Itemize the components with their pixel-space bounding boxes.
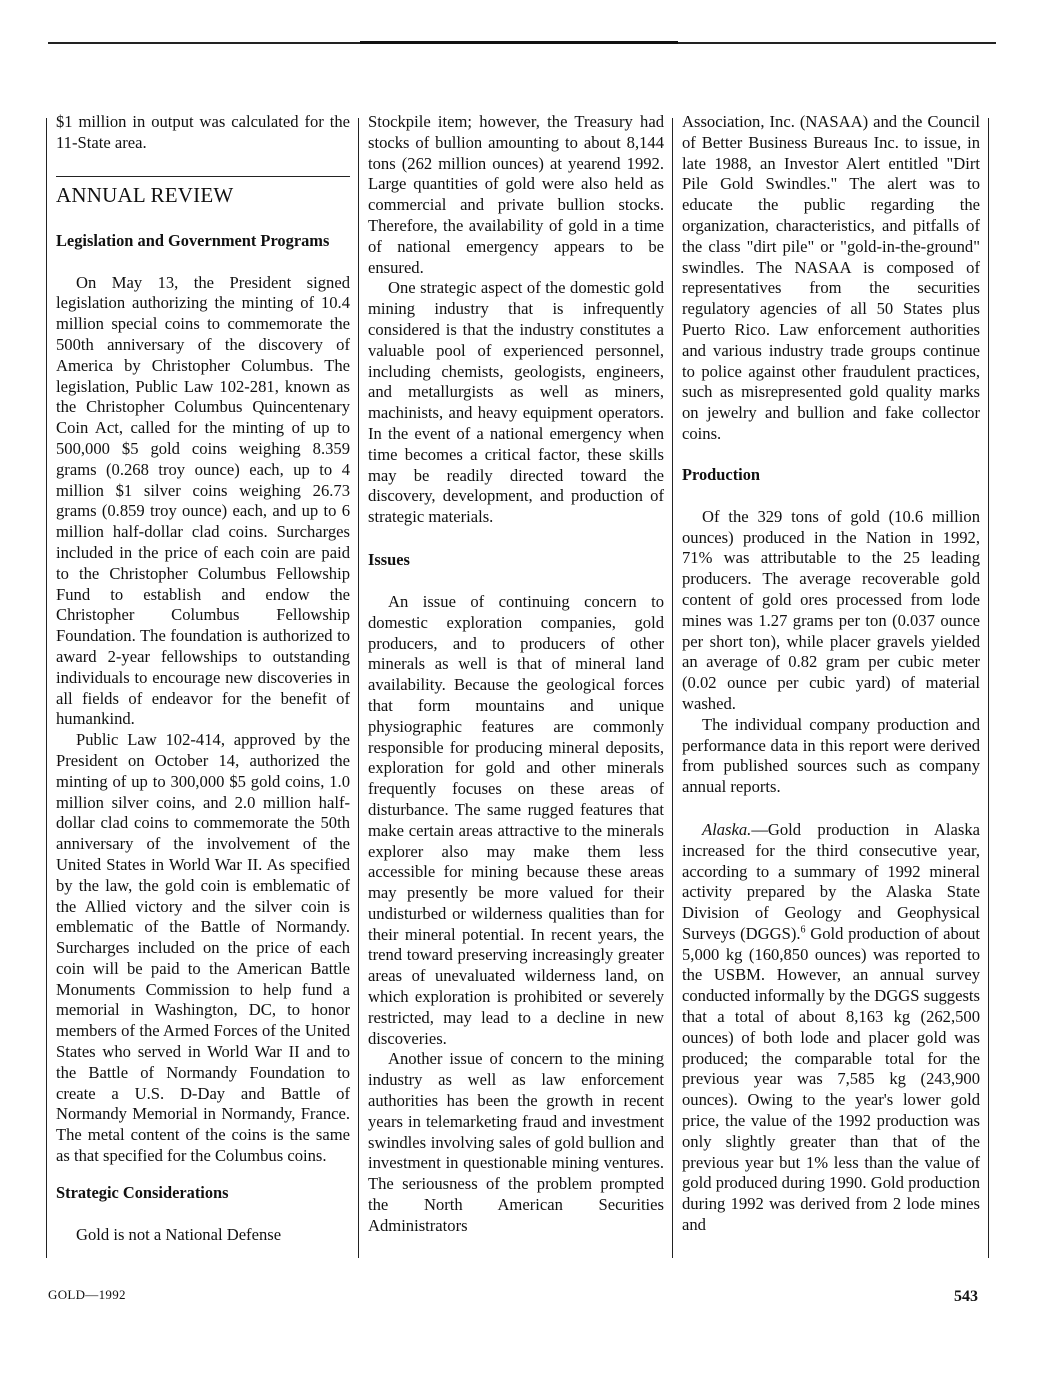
page-number: 543 xyxy=(954,1288,978,1305)
paragraph-strategic-aspect: One strategic aspect of the domestic gold mining industry that is infrequently considered is that the industry constitutes a valuable pool of experienced personnel, including chemists, geologists, engineers, and metallurgists as well as miners, machinists, and heavy equipment operators. In the event of a national emergency when time becomes a critical factor, these skills may be readily directed toward the discovery, development, and production of strategic materials. xyxy=(368,278,664,527)
paragraph-fraud: Another issue of concern to the mining industry as well as law enforcement authorities has been the growth in recent years in telemarketing fraud and investment swindles involving sales of gold bullion and investment in questionable mining ventures. The seriousness of the problem prompted the North American Securities Administrators xyxy=(368,1049,664,1235)
footnote-ref: 6 xyxy=(800,924,806,936)
subheading-issues: Issues xyxy=(368,549,410,569)
alaska-text-a: —Gold production in Alaska increased for the third consecutive year, according to a summary of 1992 mineral activity prepared by the Alaska State Division of Geology and Geophysical Surveys (DGGS). xyxy=(682,819,980,943)
column-2 xyxy=(368,112,664,1237)
paragraph-columbus-coins: On May 13, the President signed legislation authorizing the minting of 10.4 million special coins to commemorate the 500th anniversary of the discovery of America by Christopher Columbus. The legislation, Public Law 102-281, known as the Christopher Columbus Quincentenary Coin Act, called for the minting of up to 500,000 $5 gold coins weighing 8.359 grams (0.268 troy ounce) each, up to 4 million $1 silver coins weighing 26.73 grams (0.859 troy ounce) each, and up to 6 million half-dollar clad coins. Surcharges included in the price of each coin are paid to the Christopher Columbus Fellowship Fund to establish and endow the Christopher Columbus Fellowship Foundation. The foundation is authorized to award 2-year fellowships to outstanding individuals to encourage new discoveries in all fields of endeavor for the benefit of humankind. xyxy=(56,272,350,729)
paragraph-data-sources: The individual company production and performance data in this report were derived from published sources such as company annual reports. xyxy=(682,714,980,797)
column-rule-left xyxy=(46,118,47,1258)
column-3 xyxy=(682,112,980,1236)
paragraph-strategic-start: Gold is not a National Defense xyxy=(76,1224,282,1244)
paragraph-stockpile: Stockpile item; however, the Treasury had stocks of bullion amounting to about 8,144 tons (262 million ounces) at yearend 1992. Large quantities of gold were also held as commercial and private bullion stocks. Therefore, the availability of gold in a time of national emergency appears to be ensured. xyxy=(368,112,664,277)
paragraph-production-stats: Of the 329 tons of gold (10.6 million ounces) produced in the Nation in 1992, 71% was attributable to the 25 leading producers. The average recoverable gold content of gold ores processed from lode mines was 1.27 grams per ton (0.037 ounce per short ton), while placer gravels yielded an average of 0.82 gram per cubic meter (0.02 ounce per cubic yard) of material washed. xyxy=(682,506,980,713)
subheading-legislation: Legislation and Government Programs xyxy=(56,230,330,250)
column-rule-right xyxy=(988,118,989,1258)
section-title-annual-review: ANNUAL REVIEW xyxy=(56,176,350,213)
alaska-text-b: Gold production of about 5,000 kg (160,850 ounces) was reported to the USBM. However, an annual survey conducted informally by the DGGS suggests that a total of about 8,163 kg (262,500 ounces) of both lode and placer gold was produced; the comparable total for the previous year was 7,585 kg (243,900 ounces). Owing to the year's lower gold price, the value of the 1992 production was only slightly greater than that of the previous year but 1% less than the value of gold produced during 1990. Gold production during 1992 was derived from 2 lode mines and xyxy=(682,923,980,1235)
column-1 xyxy=(56,112,350,1246)
paragraph-gap xyxy=(682,798,980,820)
alaska-lead: Alaska. xyxy=(702,819,752,839)
paragraph-land-availability: An issue of continuing concern to domestic exploration companies, gold producers, and to producers of other minerals as well is that of mineral land availability. Because the geological forces that form mountains and unique physiographic features are commonly responsible for producing mineral deposits, exploration for gold and other minerals frequently focuses on these areas of disturbance. The same rugged features that make certain areas attractive to the minerals explorer also may make them less accessible for mining because these areas may presently be more valued for their undisturbed or wilderness qualities than for their mineral potential. In recent years, the trend toward preserving increasingly greater areas of unevaluated wilderness land, on which exploration is prohibited or severely restricted, may lead to a decline in new discoveries. xyxy=(368,591,664,1048)
running-footer: GOLD—1992 xyxy=(48,1287,126,1302)
column-rule-2 xyxy=(672,118,673,1258)
paragraph-wwii-coins: Public Law 102-414, approved by the President on October 14, authorized the minting of up to 300,000 $5 gold coins, 1.0 million silver coins, and 2.0 million half-dollar clad coins to commemorate the 50th anniversary of the involvement of the United States in World War II. As specified by the law, the gold coin is emblematic of the Allied victory and the silver coin is emblematic of the Battle of Normandy. Surcharges included on the price of each coin will be paid to the American Battle Monuments Commission to help fund a memorial in Washington, DC, to honor members of the Armed Forces of the United States who served in World War II and to the Battle of Normandy Foundation to create a U.S. D-Day and Battle of Normandy Memorial in Normandy, France. The metal content of the coins is the same as that specified for the Columbus coins. xyxy=(56,730,350,1166)
paragraph-alaska xyxy=(682,820,980,1236)
top-rule-accent xyxy=(360,41,678,44)
paragraph-nasaa: Association, Inc. (NASAA) and the Council of Better Business Bureaus Inc. to issue, in late 1988, an Investor Alert entitled "Dirt Pile Gold Swindles." The alert was to educate the public regarding the organization, characteristics, and pitfalls of the class "dirt pile" or "gold-in-the-ground" swindles. The NASAA is composed of representatives from the securities regulatory agencies of all 50 States plus Puerto Rico. Law enforcement authorities and various industry trade groups continue to police against other fraudulent practices, such as misrepresented gold quality marks on jewelry and bullion and fake collector coins. xyxy=(682,112,980,443)
subheading-production: Production xyxy=(682,464,761,484)
paragraph-intro: $1 million in output was calculated for the 11-State area. xyxy=(56,112,350,152)
subheading-strategic: Strategic Considerations xyxy=(56,1182,229,1202)
column-rule-1 xyxy=(358,118,359,1258)
